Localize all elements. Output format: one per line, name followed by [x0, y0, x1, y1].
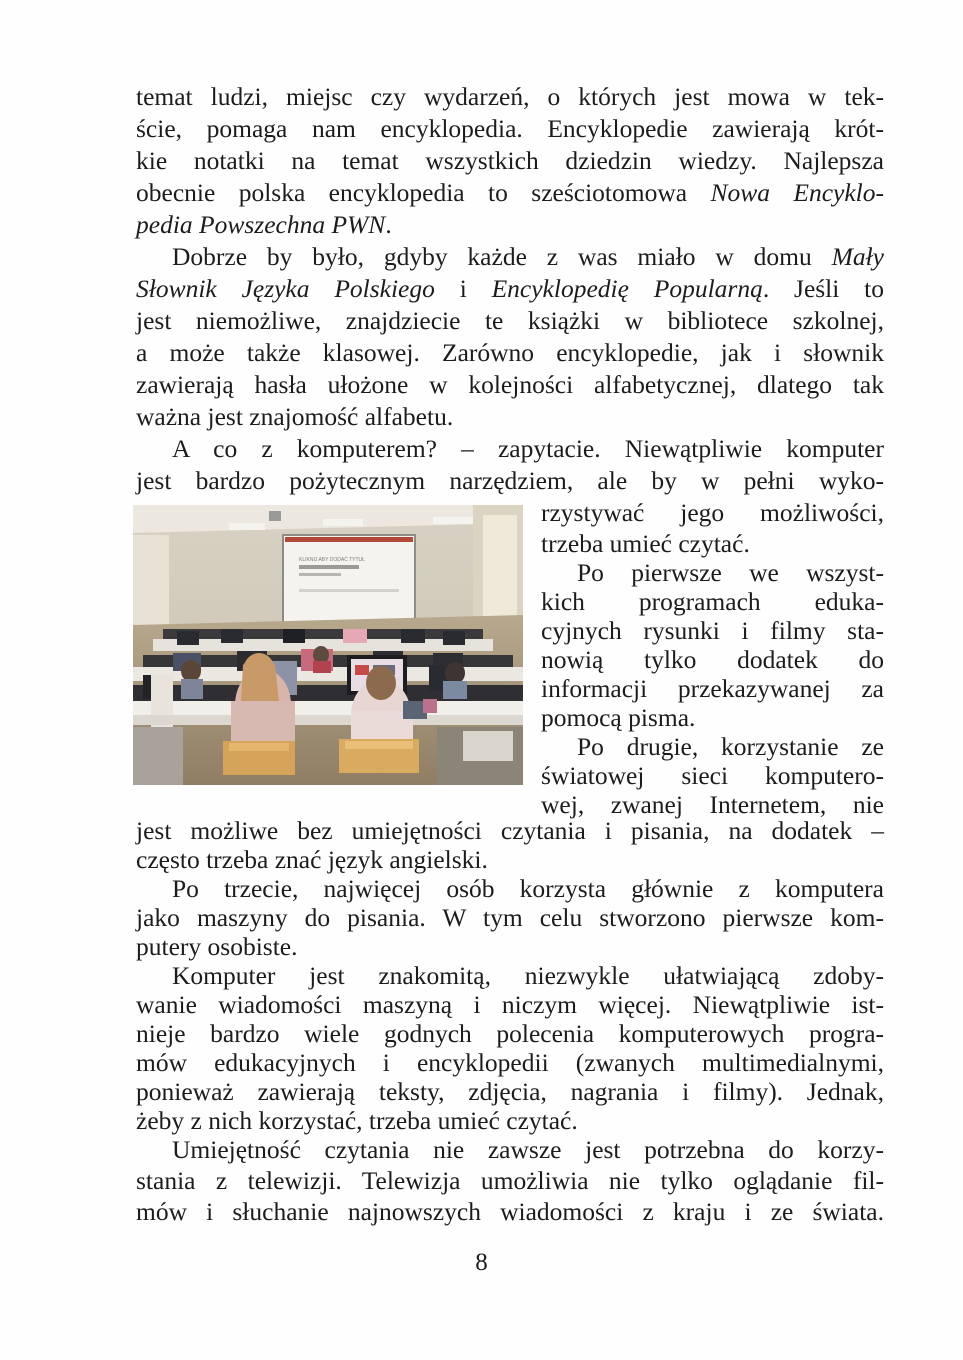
text-line: a może także klasowej. Zarówno encyklopedie, jak i słownik	[136, 338, 884, 367]
page-number: 8	[475, 1249, 488, 1276]
text-line: jest możliwe bez umiejętności czytania i pisania, na dodatek –	[136, 816, 884, 845]
text-line: informacji przekazywanej za	[541, 674, 884, 703]
text-line: żeby z nich korzystać, trzeba umieć czytać.	[136, 1106, 578, 1135]
text-line: trzeba umieć czytać.	[541, 529, 750, 558]
text-line: wanie wiadomości maszyną i niczym więcej. Niewątpliwie ist-	[136, 990, 884, 1019]
text-line: A co z komputerem? – zapytacie. Niewątpliwie komputer	[172, 434, 884, 463]
classroom-computers-photo-icon	[133, 505, 523, 785]
text-line: rzystywać jego możliwości,	[541, 498, 884, 527]
text-line: Słownik Języka Polskiego i Encyklopedię Popularną. Jeśli to	[136, 274, 884, 303]
text-line: Komputer jest znakomitą, niezwykle ułatwiającą zdoby-	[172, 961, 884, 990]
text-line: ważna jest znajomość alfabetu.	[136, 402, 454, 431]
text-line: ście, pomaga nam encyklopedia. Encyklopedie zawierają krót-	[136, 114, 884, 143]
text-line: zawierają hasła ułożone w kolejności alfabetycznej, dlatego tak	[136, 370, 884, 399]
text-line: nowią tylko dodatek do	[541, 645, 884, 674]
text-line: mów edukacyjnych i encyklopedii (zwanych multimedialnymi,	[136, 1048, 884, 1077]
text-line: Po trzecie, najwięcej osób korzysta głównie z komputera	[172, 874, 884, 903]
text-line: pedia Powszechna PWN.	[136, 210, 392, 239]
text-line: jako maszyny do pisania. W tym celu stworzono pierwsze kom-	[136, 903, 884, 932]
text-line: nieje bardzo wiele godnych polecenia komputerowych progra-	[136, 1019, 884, 1048]
text-line: często trzeba znać język angielski.	[136, 845, 488, 874]
text-line: putery osobiste.	[136, 932, 298, 961]
text-line: Dobrze by było, gdyby każde z was miało w domu Mały	[172, 242, 884, 271]
text-line: jest bardzo pożytecznym narzędziem, ale by w pełni wyko-	[136, 466, 884, 495]
text-line: stania z telewizji. Telewizja umożliwia nie tylko oglądanie fil-	[136, 1166, 884, 1195]
text-line: Po pierwsze we wszyst-	[577, 558, 884, 587]
classroom-photo	[133, 505, 523, 785]
text-line: temat ludzi, miejsc czy wydarzeń, o których jest mowa w tek-	[136, 82, 884, 111]
text-line: obecnie polska encyklopedia to sześciotomowa Nowa Encyklo-	[136, 178, 884, 207]
text-line: kich programach eduka-	[541, 587, 884, 616]
text-line: jest niemożliwe, znajdziecie te książki w bibliotece szkolnej,	[136, 306, 884, 335]
text-line: kie notatki na temat wszystkich dziedzin wiedzy. Najlepsza	[136, 146, 884, 175]
text-line: światowej sieci komputero-	[541, 761, 884, 790]
text-line: Po drugie, korzystanie ze	[577, 732, 884, 761]
text-line: Umiejętność czytania nie zawsze jest potrzebna do korzy-	[172, 1135, 884, 1164]
text-line: wej, zwanej Internetem, nie	[541, 790, 884, 819]
text-line: ponieważ zawierają teksty, zdjęcia, nagrania i filmy). Jednak,	[136, 1077, 884, 1106]
text-line: cyjnych rysunki i filmy sta-	[541, 616, 884, 645]
projector-screen-title: KLIKNIJ ABY DODAĆ TYTUŁ	[299, 557, 365, 563]
text-line: pomocą pisma.	[541, 703, 696, 732]
text-line: mów i słuchanie najnowszych wiadomości z kraju i ze świata.	[136, 1197, 884, 1226]
